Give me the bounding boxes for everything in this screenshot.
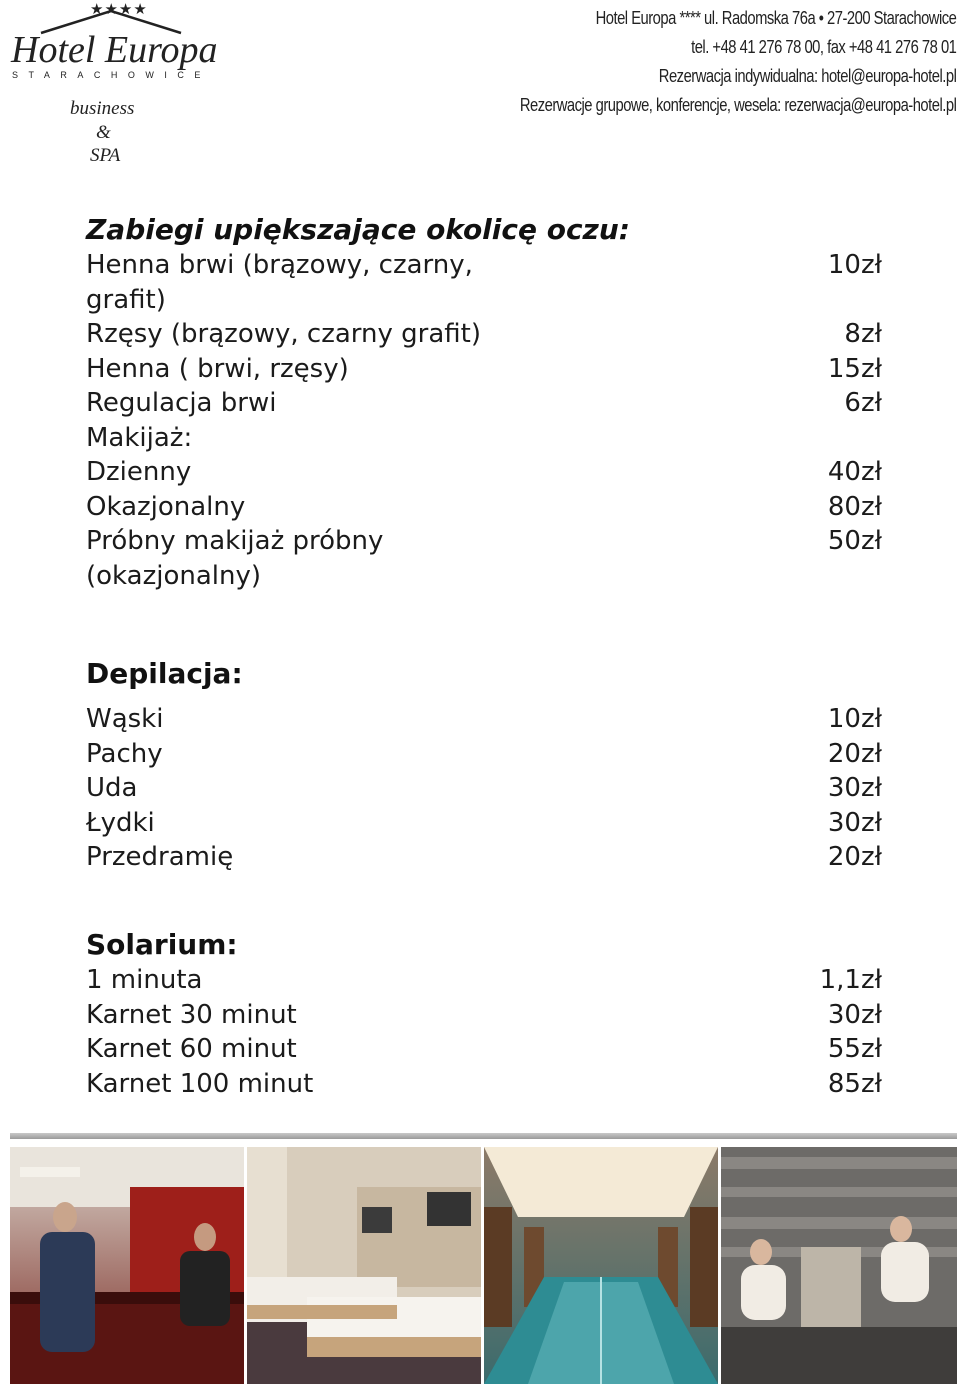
item-price: 1,1zł xyxy=(819,965,882,995)
contact-phone: tel. +48 41 276 78 00, fax +48 41 276 78 01 xyxy=(690,37,956,57)
item-name: Uda xyxy=(86,773,138,803)
item-name: Karnet 100 minut xyxy=(86,1068,314,1099)
item-price: 15zł xyxy=(827,353,882,384)
price-row xyxy=(86,771,882,806)
price-row xyxy=(86,998,882,1033)
item-price: 8zł xyxy=(844,319,882,349)
reception-photo xyxy=(10,1147,244,1384)
item-price: 40zł xyxy=(827,457,882,487)
item-name: Próbny makijaż próbny (okazjonalny) xyxy=(86,526,384,591)
item-name: Karnet 30 minut xyxy=(86,999,297,1030)
price-row xyxy=(86,737,882,772)
photo-strip xyxy=(10,1147,957,1384)
contact-group-booking: Rezerwacje grupowe, konferencje, wesela: rezerwacja@europa-hotel.pl xyxy=(519,95,956,115)
section-eye-treatments xyxy=(86,212,882,593)
spa-sauna-photo xyxy=(721,1147,957,1384)
price-row xyxy=(86,963,882,998)
item-name: Henna ( brwi, rzęsy) xyxy=(86,353,349,384)
price-row xyxy=(86,421,882,456)
item-name: Henna brwi (brązowy, czarny, grafit) xyxy=(86,250,473,315)
contact-individual-booking: Rezerwacja indywidualna: hotel@europa-hotel.pl xyxy=(658,66,956,86)
item-price: 10zł xyxy=(827,704,882,734)
item-name: Dzienny xyxy=(86,457,192,487)
item-name: Przedramię xyxy=(86,842,234,872)
price-row xyxy=(86,317,882,352)
section-title-eyes: Zabiegi upiększające okolicę oczu: xyxy=(86,213,630,246)
section-title-depilation: Depilacja: xyxy=(86,657,243,690)
contact-header xyxy=(424,4,956,120)
logo-tagline-business: business xyxy=(70,98,135,119)
item-price: 30zł xyxy=(827,807,882,838)
price-list-depilation xyxy=(86,702,882,875)
logo-city: STARACHOWICE xyxy=(12,70,211,80)
price-row xyxy=(86,524,882,593)
hotel-room-photo xyxy=(247,1147,481,1384)
item-name: Wąski xyxy=(86,704,164,734)
price-row xyxy=(86,386,882,421)
contact-address: Hotel Europa **** ul. Radomska 76a • 27-200 Starachowice xyxy=(595,8,956,28)
section-solarium xyxy=(86,927,882,1101)
logo-tagline-ampersand: & xyxy=(96,122,111,143)
item-price: 10zł xyxy=(827,250,882,280)
price-row xyxy=(86,352,882,387)
item-name: 1 minuta xyxy=(86,965,203,995)
item-price: 50zł xyxy=(827,526,882,556)
item-price: 6zł xyxy=(844,388,882,418)
price-row xyxy=(86,1067,882,1102)
price-list-solarium xyxy=(86,963,882,1101)
item-price: 30zł xyxy=(827,999,882,1030)
item-name: Okazjonalny xyxy=(86,491,246,522)
section-title-solarium: Solarium: xyxy=(86,928,238,961)
logo-name: Hotel Europa xyxy=(11,29,218,71)
item-name: Regulacja brwi xyxy=(86,388,277,418)
indoor-pool-photo xyxy=(484,1147,718,1384)
item-price: 20zł xyxy=(827,738,882,769)
item-price: 55zł xyxy=(827,1034,882,1064)
item-price: 30zł xyxy=(827,773,882,803)
price-row xyxy=(86,840,882,875)
price-row xyxy=(86,806,882,841)
item-name: Karnet 60 minut xyxy=(86,1034,297,1064)
price-row xyxy=(86,702,882,737)
item-name: Rzęsy (brązowy, czarny grafit) xyxy=(86,319,481,349)
item-name: Łydki xyxy=(86,807,155,838)
item-name: Makijaż: xyxy=(86,422,193,453)
section-depilation xyxy=(86,656,882,875)
price-row xyxy=(86,455,882,490)
price-list-eyes xyxy=(86,248,882,593)
logo-stars: ★★★★ xyxy=(90,0,148,18)
item-name: Pachy xyxy=(86,738,163,769)
item-price: 80zł xyxy=(827,491,882,522)
price-row xyxy=(86,490,882,525)
logo-tagline-spa: SPA xyxy=(90,145,121,166)
footer-divider xyxy=(10,1133,957,1139)
price-row xyxy=(86,248,882,317)
price-row xyxy=(86,1032,882,1067)
item-price: 85zł xyxy=(827,1068,882,1099)
hotel-logo xyxy=(8,0,218,170)
item-price: 20zł xyxy=(827,842,882,872)
